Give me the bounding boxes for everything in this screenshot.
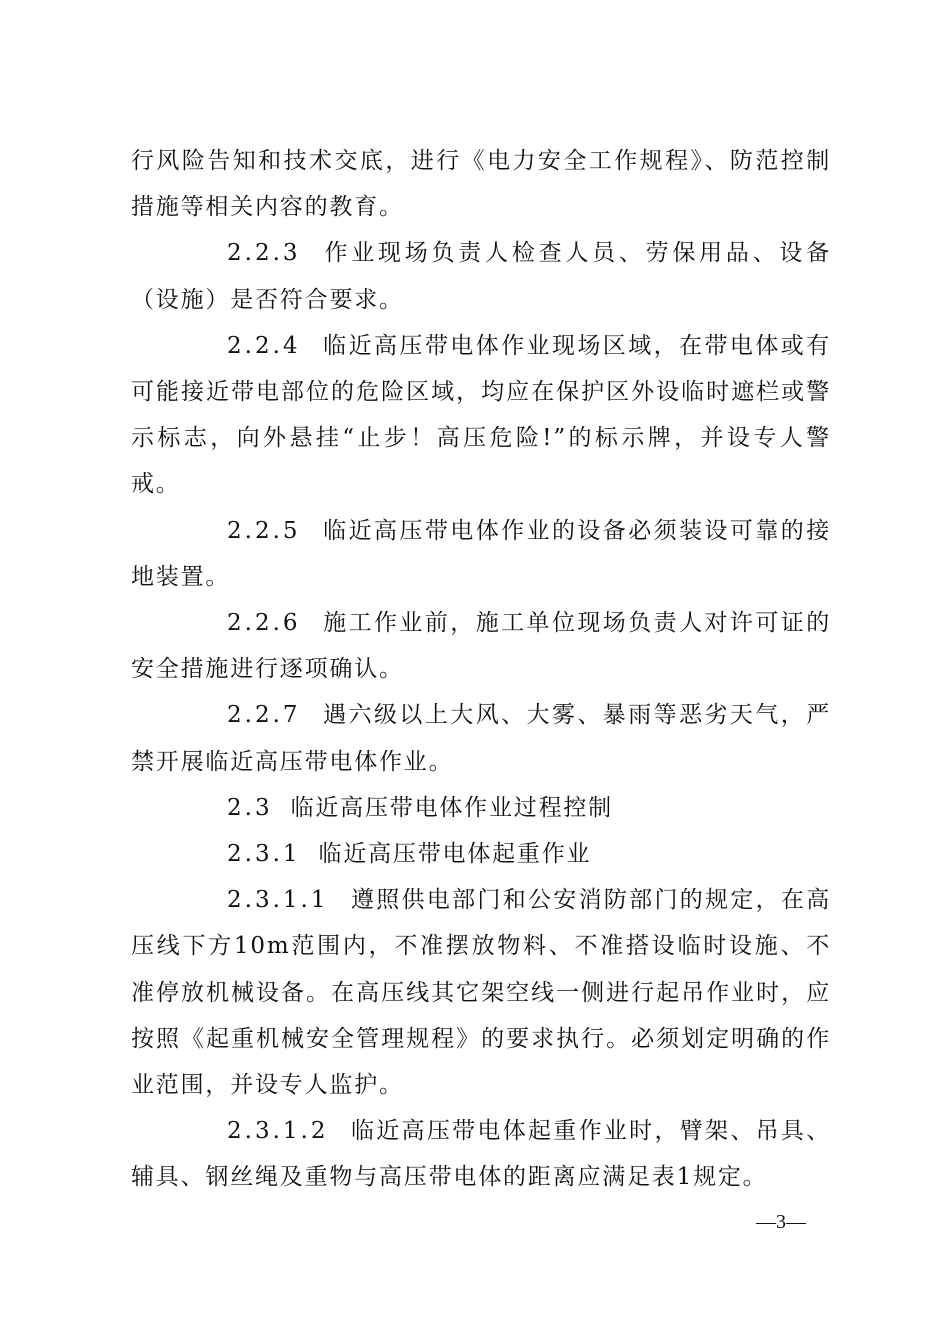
section-number: 2.3: [227, 794, 273, 821]
paragraph-text: 作业现场负责人检查人员、劳保用品、设备（设施）是否符合要求。: [131, 240, 831, 313]
paragraph-text: 临近高压带电体作业现场区域，在带电体或有可能接近带电部位的危险区域，均应在保护区外设临时遮栏或警示标志，向外悬挂“止步！高压危险!”的标示牌，并设专人警戒。: [131, 332, 831, 498]
paragraph-2-3-1-1: [131, 877, 831, 1108]
paragraph-continued: [131, 138, 831, 230]
section-heading-2-3-1: [131, 831, 831, 877]
section-heading-2-3: [131, 785, 831, 831]
body-text: [131, 138, 831, 1201]
paragraph-2-3-1-2: [131, 1108, 831, 1200]
paragraph-2-2-3: [131, 230, 831, 322]
section-title: 临近高压带电体作业过程控制: [290, 794, 613, 821]
paragraph-2-2-4: [131, 323, 831, 508]
clause-number: 2.3.1.2: [227, 1118, 329, 1145]
page-number: —3—: [756, 1211, 806, 1233]
paragraph-text: 遵照供电部门和公安消防部门的规定，在高压线下方10m范围内，不准摆放物料、不准搭设临时设施、不准停放机械设备。在高压线其它架空线一侧进行起吊作业时，应按照《起重机械安全管理规程》的要求执行。必须划定明确的作业范围，并设专人监护。: [131, 887, 831, 1099]
clause-number: 2.2.7: [227, 702, 301, 729]
clause-number: 2.2.3: [227, 240, 301, 267]
paragraph-2-2-5: [131, 508, 831, 600]
paragraph-2-2-7: [131, 692, 831, 784]
clause-number: 2.2.5: [227, 517, 301, 544]
clause-number: 2.2.4: [227, 332, 301, 359]
clause-number: 2.3.1.1: [227, 887, 329, 914]
section-title: 临近高压带电体起重作业: [318, 841, 592, 868]
paragraph-2-2-6: [131, 600, 831, 692]
clause-number: 2.2.6: [227, 610, 301, 637]
paragraph-text: 临近高压带电体作业的设备必须装设可靠的接地装置。: [131, 517, 831, 590]
paragraph-text: 遇六级以上大风、大雾、暴雨等恶劣天气，严禁开展临近高压带电体作业。: [131, 702, 831, 775]
paragraph-text: 施工作业前，施工单位现场负责人对许可证的安全措施进行逐项确认。: [131, 610, 831, 683]
section-number: 2.3.1: [227, 841, 301, 868]
paragraph-text: 行风险告知和技术交底，进行《电力安全工作规程》、防范控制措施等相关内容的教育。: [131, 148, 831, 221]
paragraph-text: 临近高压带电体起重作业时，臂架、吊具、辅具、钢丝绳及重物与高压带电体的距离应满足表1规定。: [131, 1118, 831, 1191]
